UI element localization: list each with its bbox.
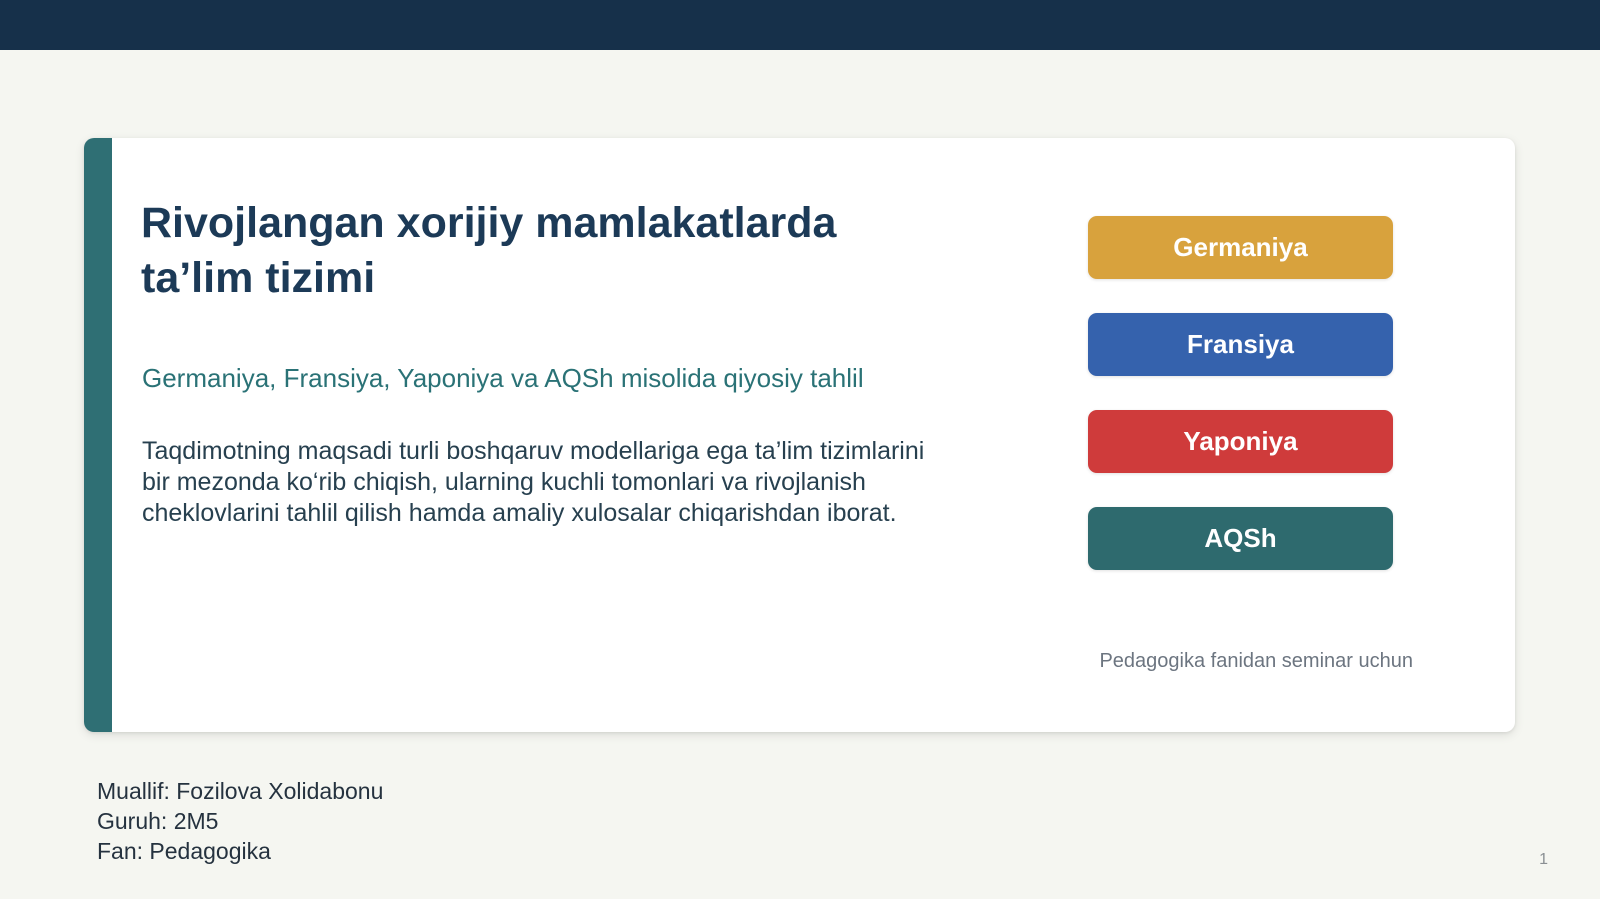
top-bar	[0, 0, 1600, 50]
page-number: 1	[1539, 851, 1548, 868]
slide-title: Rivojlangan xorijiy mamlakatlarda ta’lim tizimi	[141, 199, 837, 302]
accent-bar	[84, 138, 112, 732]
slide-caption: Pedagogika fanidan seminar uchun	[1099, 650, 1413, 672]
footer-info	[97, 776, 383, 866]
slide-subtitle: Germaniya, Fransiya, Yaponiya va AQSh misolida qiyosiy tahlil	[142, 363, 864, 393]
footer-group: Guruh: 2M5	[97, 808, 219, 834]
country-button-fransiya[interactable]: Fransiya	[1088, 313, 1393, 376]
content-card	[84, 138, 1515, 732]
slide-body-text: Taqdimotning maqsadi turli boshqaruv modellariga ega ta’lim tizimlarini bir mezonda ko‘rib chiqish, ularning kuchli tomonlari va rivojlanish cheklovlarini tahlil qilish hamda amaliy xulosalar chiqarishdan iborat.	[142, 437, 925, 527]
country-button-aqsh[interactable]: AQSh	[1088, 507, 1393, 570]
country-button-yaponiya[interactable]: Yaponiya	[1088, 410, 1393, 473]
country-button-germaniya[interactable]: Germaniya	[1088, 216, 1393, 279]
country-buttons	[1088, 216, 1393, 570]
footer-subject: Fan: Pedagogika	[97, 838, 271, 864]
footer-author: Muallif: Fozilova Xolidabonu	[97, 778, 384, 804]
